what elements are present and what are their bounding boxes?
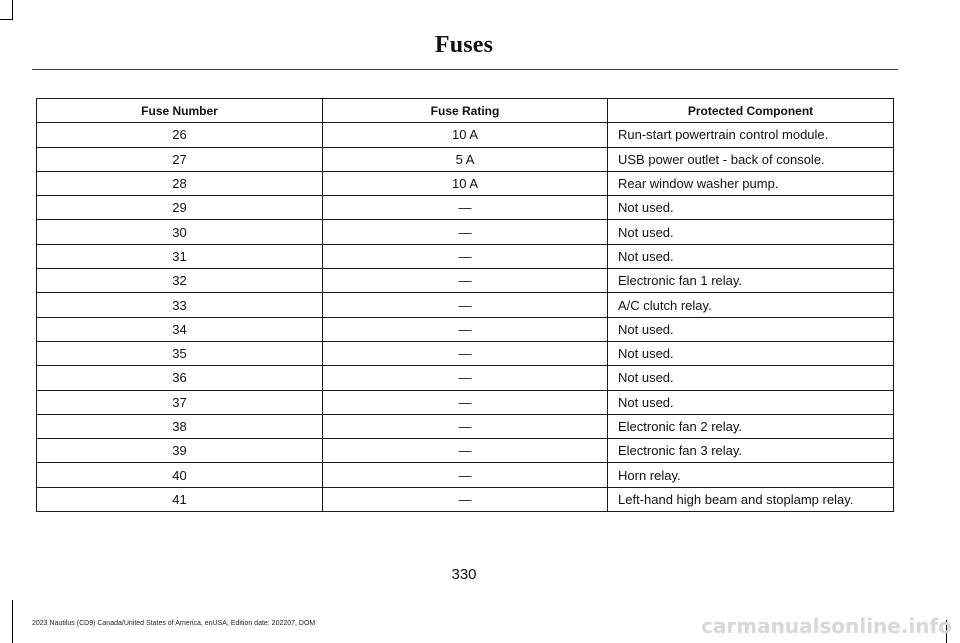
table-row <box>37 439 894 463</box>
fuse-rating-cell: — <box>323 439 608 463</box>
fuse-number-cell: 38 <box>37 414 323 438</box>
protected-component-cell: Electronic fan 3 relay. <box>608 439 894 463</box>
table-row <box>37 269 894 293</box>
fuse-number-cell: 34 <box>37 317 323 341</box>
fuse-rating-cell: — <box>323 341 608 365</box>
protected-component-cell: USB power outlet - back of console. <box>608 147 894 171</box>
table-row <box>37 220 894 244</box>
fuse-number-cell: 30 <box>37 220 323 244</box>
protected-component-cell: Not used. <box>608 220 894 244</box>
fuse-rating-cell: — <box>323 317 608 341</box>
page-number: 330 <box>451 566 477 583</box>
protected-component-cell: Left-hand high beam and stoplamp relay. <box>608 487 894 511</box>
fuse-table <box>36 98 894 512</box>
table-row <box>37 487 894 511</box>
page-title: Fuses <box>434 32 494 58</box>
fuse-number-cell: 32 <box>37 269 323 293</box>
table-row <box>37 317 894 341</box>
fuse-number-cell: 26 <box>37 123 323 147</box>
protected-component-cell: Not used. <box>608 317 894 341</box>
fuse-number-cell: 33 <box>37 293 323 317</box>
fuse-number-cell: 28 <box>37 171 323 195</box>
fuse-number-cell: 40 <box>37 463 323 487</box>
fuse-rating-cell: — <box>323 220 608 244</box>
protected-component-cell: Run-start powertrain control module. <box>608 123 894 147</box>
fuse-rating-cell: — <box>323 390 608 414</box>
table-row <box>37 147 894 171</box>
fuse-number-cell: 27 <box>37 147 323 171</box>
fuse-rating-cell: — <box>323 269 608 293</box>
header-protected-component: Protected Component <box>608 99 894 123</box>
crop-mark-bottom-left-vertical <box>12 600 13 643</box>
watermark: carmanualsonline.info <box>701 614 952 638</box>
table-row <box>37 341 894 365</box>
fuse-rating-cell: — <box>323 196 608 220</box>
header-fuse-rating: Fuse Rating <box>323 99 608 123</box>
fuse-rating-cell: 5 A <box>323 147 608 171</box>
table-row <box>37 390 894 414</box>
protected-component-cell: Electronic fan 2 relay. <box>608 414 894 438</box>
fuse-number-cell: 35 <box>37 341 323 365</box>
table-row <box>37 196 894 220</box>
fuse-number-cell: 39 <box>37 439 323 463</box>
protected-component-cell: Not used. <box>608 341 894 365</box>
protected-component-cell: Not used. <box>608 196 894 220</box>
fuse-number-cell: 37 <box>37 390 323 414</box>
fuse-rating-cell: — <box>323 293 608 317</box>
table-header-row <box>37 99 894 123</box>
protected-component-cell: Horn relay. <box>608 463 894 487</box>
fuse-rating-cell: — <box>323 487 608 511</box>
fuse-number-cell: 36 <box>37 366 323 390</box>
fuse-rating-cell: — <box>323 414 608 438</box>
table-row <box>37 293 894 317</box>
protected-component-cell: Not used. <box>608 366 894 390</box>
table-row <box>37 463 894 487</box>
fuse-rating-cell: — <box>323 463 608 487</box>
title-divider <box>32 69 898 70</box>
crop-mark-top-left-vertical <box>12 0 13 20</box>
protected-component-cell: Electronic fan 1 relay. <box>608 269 894 293</box>
table-row <box>37 414 894 438</box>
protected-component-cell: Rear window washer pump. <box>608 171 894 195</box>
protected-component-cell: Not used. <box>608 390 894 414</box>
fuse-number-cell: 29 <box>37 196 323 220</box>
table-row <box>37 171 894 195</box>
footer-edition-info: 2023 Nautilus (CD9) Canada/United States of America, enUSA, Edition date: 202207, DOM <box>32 620 316 627</box>
fuse-table-body <box>37 123 894 512</box>
fuse-rating-cell: — <box>323 366 608 390</box>
fuse-number-cell: 31 <box>37 244 323 268</box>
crop-mark-top-left-horizontal <box>0 19 13 20</box>
protected-component-cell: A/C clutch relay. <box>608 293 894 317</box>
fuse-rating-cell: — <box>323 244 608 268</box>
fuse-number-cell: 41 <box>37 487 323 511</box>
fuse-rating-cell: 10 A <box>323 123 608 147</box>
table-row <box>37 366 894 390</box>
fuse-rating-cell: 10 A <box>323 171 608 195</box>
table-row <box>37 244 894 268</box>
protected-component-cell: Not used. <box>608 244 894 268</box>
header-fuse-number: Fuse Number <box>37 99 323 123</box>
table-row <box>37 123 894 147</box>
